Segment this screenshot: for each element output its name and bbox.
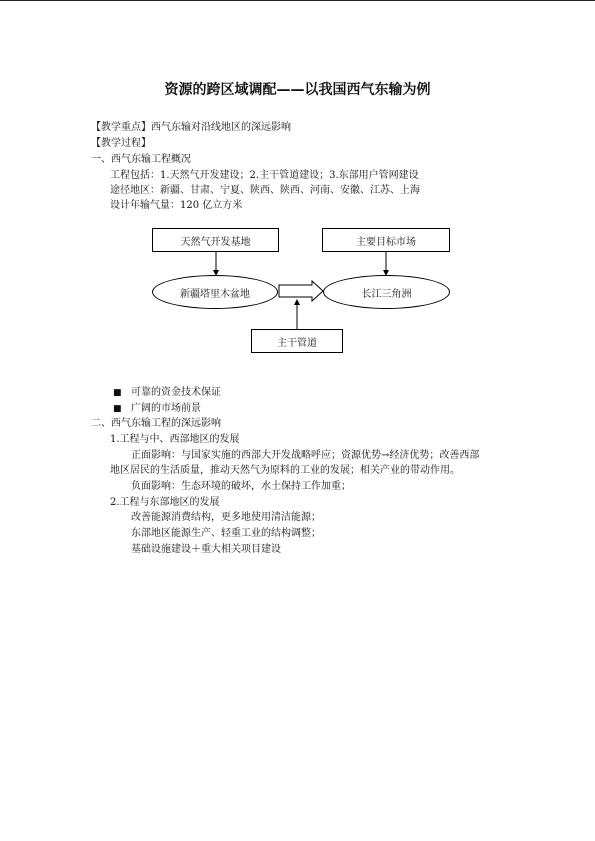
section2-sub2-item: 改善能源消费结构，更多地使用清洁能源； [131,512,321,523]
bullet-item: 广阔的市场前景 [131,403,201,414]
bullet-square-icon: ■ [113,388,122,398]
section2-sub2-item: 东部地区能源生产、轻重工业的结构调整； [131,528,321,539]
negative-impact: 负面影响：生态环境的破坏，水土保持工作加重； [131,481,351,492]
section2-heading: 二、西气东输工程的深远影响 [91,418,221,429]
section2-sub2-heading: 2.工程与东部地区的发展 [110,497,220,508]
teaching-focus: 【教学重点】西气东输对沿线地区的深远影响 [91,122,291,133]
section2-sub1-heading: 1.工程与中、西部地区的发展 [110,434,240,445]
pipeline-box: 主干管道 [251,329,343,353]
page-title: 资源的跨区域调配——以我国西气东输为例 [164,82,431,98]
bullet-square-icon: ■ [113,404,122,414]
target-market-box: 主要目标市场 [322,228,450,252]
section1-item: 设计年输气量：120 亿立方米 [110,200,243,211]
section1-item: 工程包括：1.天然气开发建设；2.主干管道建设；3.东部用户管网建设 [110,170,419,181]
bullet-item: 可靠的资金技术保证 [131,387,221,398]
positive-impact-line1: 正面影响：与国家实施的西部大开发战略呼应；资源优势→经济优势；改善西部 [131,450,480,461]
section1-item: 途径地区：新疆、甘肃、宁夏、陕西、陕西、河南、安徽、江苏、上海 [110,185,420,196]
destination-ellipse: 长江三角洲 [323,275,450,309]
section1-heading: 一、西气东输工程概况 [91,154,191,165]
source-ellipse: 新疆塔里木盆地 [152,275,278,309]
section2-sub2-item: 基础设施建设＋重大相关项目建设 [131,544,281,555]
positive-impact-line2: 地区居民的生活质量，推动天然气为原料的工业的发展；相关产业的带动作用。 [110,465,460,476]
teaching-process-label: 【教学过程】 [91,138,151,149]
pipeline-block-arrow [279,281,323,301]
gas-base-box: 天然气开发基地 [152,228,279,252]
